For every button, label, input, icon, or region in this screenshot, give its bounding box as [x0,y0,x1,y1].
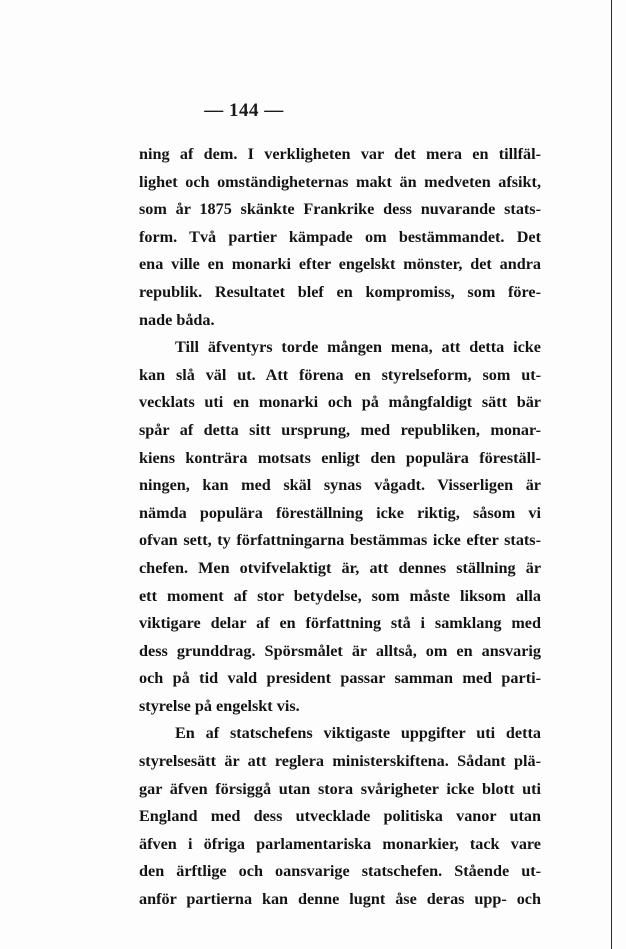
paragraph-2-line: ningen, kan med skäl synas vågadt. Visserligen är [139,476,541,495]
paragraph-2-line: viktigare delar af en författning stå i samklang med [139,614,541,633]
paragraph-3-line: anför partierna kan denne lugnt åse deras upp- och [139,890,541,909]
paragraph-3-line: En af statschefens viktigaste uppgifter uti detta [175,724,541,743]
paragraph-2-line: och på tid vald president passar samman med parti- [139,669,541,688]
paragraph-2-line: kan slå väl ut. Att förena en styrelseform, som ut- [139,365,541,384]
paragraph-2-line: ofvan sett, ty författningarna bestämmas icke efter stats- [139,531,541,550]
paragraph-2-line: spår af detta sitt ursprung, med republiken, monar- [139,420,541,439]
paragraph-2-line: Till äfventyrs torde mången mena, att detta icke [175,338,541,357]
paragraph-3-line: styrelsesätt är att reglera ministerskiftena. Sådant plä- [139,752,541,771]
paragraph-3-line: den ärftlige och oansvarige statschefen. Stående ut- [139,862,541,881]
paragraph-1-line: nade båda. [139,310,215,329]
body-text [139,141,541,914]
paragraph-1-line: ena ville en monarki efter engelskt mönster, det andra [139,255,541,274]
paragraph-1-line: form. Två partier kämpade om bestämmandet. Det [139,227,541,246]
paragraph-2-line: ett moment af stor betydelse, som måste liksom alla [139,586,541,605]
paragraph-2-line: vecklats uti en monarki och på mångfaldigt sätt bär [139,393,541,412]
paragraph-2-line: nämda populära föreställning icke riktig, såsom vi [139,503,541,522]
paragraph-2-line: styrelse på engelskt vis. [139,696,300,715]
paragraph-3-line: gar äfven försiggå utan stora svårigheter icke blott uti [139,779,541,798]
paragraph-3-line: äfven i öfriga parlamentariska monarkier, tack vare [139,834,541,853]
paragraph-1-line: ning af dem. I verkligheten var det mera en tillfäl- [139,145,541,163]
page-number: — 144 — [204,100,284,121]
paragraph-2-line: kiens konträra motsats enligt den populära föreställ- [139,448,541,467]
paragraph-3-line: England med dess utvecklade politiska vanor utan [139,807,541,826]
paragraph-1-line: som år 1875 skänkte Frankrike dess nuvarande stats- [139,200,541,219]
paragraph-1-line: republik. Resultatet blef en kompromiss, som före- [139,282,541,301]
paragraph-2-line: dess grunddrag. Spörsmålet är alltså, om en ansvarig [139,641,541,660]
page-edge-line [611,0,612,949]
paragraph-2-line: chefen. Men otvifvelaktigt är, att dennes ställning är [139,558,541,577]
paragraph-1-line: lighet och omständigheternas makt än medveten afsikt, [139,172,541,191]
